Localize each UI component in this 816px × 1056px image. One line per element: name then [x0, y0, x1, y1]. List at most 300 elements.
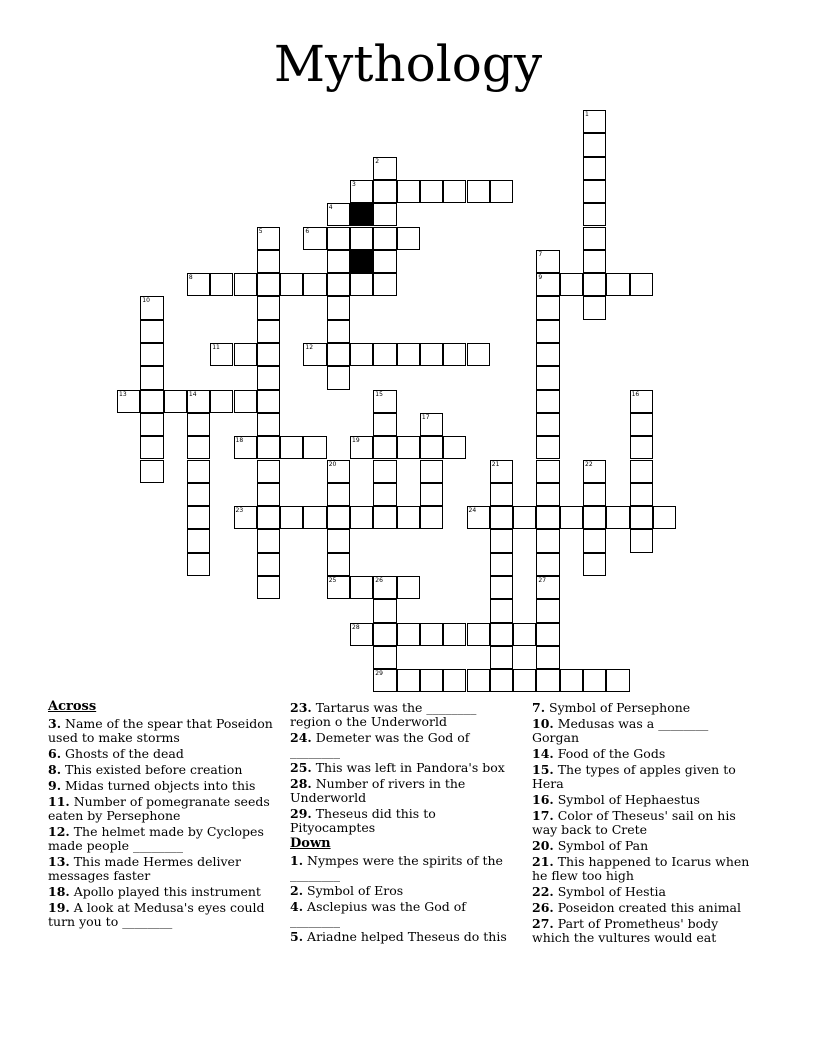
crossword-cell[interactable] [303, 227, 326, 250]
crossword-cell[interactable] [210, 273, 233, 296]
crossword-cell[interactable] [187, 460, 210, 483]
crossword-cell[interactable] [443, 623, 466, 646]
cell-number: 11 [212, 344, 220, 351]
crossword-cell[interactable] [536, 460, 559, 483]
crossword-cell[interactable] [327, 506, 350, 529]
cell-number: 7 [538, 250, 543, 258]
clue-item [290, 777, 515, 805]
crossword-cell[interactable] [257, 576, 280, 599]
crossword-cell[interactable] [350, 576, 373, 599]
clue-text: Part of Prometheus' body which the vultures would eat [532, 916, 719, 945]
crossword-cell[interactable] [373, 203, 396, 226]
crossword-cell[interactable] [373, 343, 396, 366]
crossword-cell[interactable] [490, 623, 513, 646]
cell-number: 22 [585, 460, 593, 468]
clue-text: This made Hermes deliver messages faster [48, 854, 241, 883]
cell-number: 23 [235, 507, 244, 515]
crossword-cell[interactable] [467, 343, 490, 366]
crossword-cell[interactable] [257, 296, 280, 319]
crossword-cell[interactable] [420, 483, 443, 506]
crossword-cell[interactable] [373, 180, 396, 203]
crossword-cell[interactable] [490, 576, 513, 599]
clue-item [532, 717, 757, 745]
clue-number: 28. [290, 776, 312, 791]
crossword-cell[interactable] [536, 250, 559, 273]
crossword-cell[interactable] [560, 506, 583, 529]
crossword-cell[interactable] [140, 366, 163, 389]
clue-number: 13. [48, 854, 70, 869]
crossword-cell[interactable] [630, 460, 653, 483]
crossword-cell[interactable] [583, 203, 606, 226]
crossword-cell[interactable] [536, 390, 559, 413]
crossword-cell[interactable] [490, 180, 513, 203]
clues-column-1 [48, 700, 273, 931]
crossword-cell[interactable] [630, 436, 653, 459]
clue-item [532, 901, 757, 915]
crossword-cell[interactable] [210, 343, 233, 366]
crossword-cell[interactable] [327, 343, 350, 366]
crossword-cell[interactable] [583, 529, 606, 552]
clue-number: 9. [48, 778, 62, 793]
cell-number: 27 [538, 577, 547, 584]
crossword-cell[interactable] [187, 413, 210, 436]
crossword-cell[interactable] [373, 506, 396, 529]
crossword-cell[interactable] [490, 599, 513, 622]
clue-number: 15. [532, 762, 554, 777]
crossword-cell[interactable] [373, 227, 396, 250]
crossword-cell[interactable] [583, 157, 606, 180]
clue-number: 23. [290, 700, 312, 715]
clue-item [532, 809, 757, 837]
crossword-cell[interactable] [583, 133, 606, 156]
crossword-cell[interactable] [490, 460, 513, 483]
clue-item [532, 839, 757, 853]
crossword-cell[interactable] [234, 343, 257, 366]
clue-text: Poseidon created this animal [553, 900, 741, 915]
crossword-cell[interactable] [350, 623, 373, 646]
crossword-cell[interactable] [373, 623, 396, 646]
crossword-cell[interactable] [140, 343, 163, 366]
crossword-cell[interactable] [257, 320, 280, 343]
crossword-cell[interactable] [606, 669, 629, 692]
clue-number: 2. [290, 883, 304, 898]
crossword-cell[interactable] [373, 483, 396, 506]
crossword-cell[interactable] [583, 227, 606, 250]
crossword-cell[interactable] [210, 390, 233, 413]
crossword-cell[interactable] [187, 483, 210, 506]
clue-text: Symbol of Persephone [545, 700, 691, 715]
crossword-cell[interactable] [536, 343, 559, 366]
cell-number: 20 [328, 460, 337, 468]
crossword-cell[interactable] [373, 599, 396, 622]
crossword-cell[interactable] [536, 576, 559, 599]
clue-number: 27. [532, 916, 554, 931]
clue-item [48, 763, 273, 777]
crossword-cell[interactable] [257, 390, 280, 413]
clues-column-2 [290, 700, 515, 946]
crossword-cell[interactable] [420, 669, 443, 692]
crossword-cell[interactable] [327, 227, 350, 250]
clue-number: 29. [290, 806, 312, 821]
crossword-cell[interactable] [327, 366, 350, 389]
crossword-cell[interactable] [303, 436, 326, 459]
crossword-cell[interactable] [513, 669, 536, 692]
crossword-cell[interactable] [560, 273, 583, 296]
crossword-cell[interactable] [140, 460, 163, 483]
crossword-cell[interactable] [140, 320, 163, 343]
clue-item [48, 855, 273, 883]
clue-text: Name of the spear that Poseidon used to make storms [48, 716, 273, 745]
crossword-cell[interactable] [467, 506, 490, 529]
crossword-cell[interactable] [583, 506, 606, 529]
crossword-cell[interactable] [490, 483, 513, 506]
crossword-cell[interactable] [327, 203, 350, 226]
clue-item [532, 763, 757, 791]
cell-number: 17 [421, 413, 430, 421]
crossword-cell[interactable] [443, 180, 466, 203]
clue-item [290, 884, 515, 898]
crossword-cell[interactable] [350, 506, 373, 529]
crossword-cell[interactable] [443, 436, 466, 459]
clue-text: Number of rivers in the Underworld [290, 776, 466, 805]
cell-number: 29 [375, 670, 383, 678]
clue-text: Midas turned objects into this [61, 778, 256, 793]
clue-number: 24. [290, 730, 312, 745]
crossword-cell[interactable] [630, 273, 653, 296]
cell-number: 25 [328, 577, 337, 584]
crossword-cell[interactable] [536, 623, 559, 646]
clue-number: 4. [290, 899, 304, 914]
crossword-cell[interactable] [187, 436, 210, 459]
clue-text: Ariadne helped Theseus do this [303, 929, 507, 944]
crossword-cell[interactable] [583, 460, 606, 483]
clue-text: The types of apples given to Hera [532, 762, 736, 791]
crossword-cell[interactable] [280, 273, 303, 296]
clue-text: Medusas was a ________ Gorgan [532, 716, 709, 745]
crossword-cell[interactable] [303, 343, 326, 366]
crossword-cell[interactable] [373, 273, 396, 296]
crossword-cell[interactable] [257, 250, 280, 273]
crossword-cell[interactable] [560, 669, 583, 692]
cell-number: 4 [328, 204, 333, 212]
crossword-cell[interactable] [117, 390, 140, 413]
crossword-cell[interactable] [350, 180, 373, 203]
cell-number: 24 [468, 507, 477, 515]
clue-item [48, 795, 273, 823]
clue-number: 21. [532, 854, 554, 869]
clue-number: 11. [48, 794, 70, 809]
crossword-cell[interactable] [420, 343, 443, 366]
cell-number: 13 [119, 390, 127, 398]
crossword-cell[interactable] [583, 483, 606, 506]
crossword-cell[interactable] [583, 110, 606, 133]
crossword-cell[interactable] [234, 390, 257, 413]
crossword-cell[interactable] [373, 390, 396, 413]
crossword-cell[interactable] [536, 646, 559, 669]
crossword-cell[interactable] [397, 669, 420, 692]
crossword-cell[interactable] [420, 506, 443, 529]
crossword-cell[interactable] [536, 436, 559, 459]
crossword-cell[interactable] [536, 320, 559, 343]
clue-number: 20. [532, 838, 554, 853]
clue-text: A look at Medusa's eyes could turn you to ________ [48, 900, 265, 929]
clue-number: 18. [48, 884, 70, 899]
crossword-cell[interactable] [257, 506, 280, 529]
crossword-cell[interactable] [327, 250, 350, 273]
crossword-cell[interactable] [397, 180, 420, 203]
crossword-cell[interactable] [536, 553, 559, 576]
crossword-cell[interactable] [490, 553, 513, 576]
crossword-cell[interactable] [490, 529, 513, 552]
crossword-cell[interactable] [373, 413, 396, 436]
crossword-cell[interactable] [536, 506, 559, 529]
crossword-cell[interactable] [397, 623, 420, 646]
clue-item [532, 885, 757, 899]
crossword-cell[interactable] [653, 506, 676, 529]
crossword-cell[interactable] [327, 296, 350, 319]
crossword-cell[interactable] [257, 413, 280, 436]
crossword-cell[interactable] [164, 390, 187, 413]
crossword-cell[interactable] [583, 273, 606, 296]
clue-text: This happened to Icarus when he flew too high [532, 854, 750, 883]
crossword-cell[interactable] [303, 273, 326, 296]
crossword-cell[interactable] [234, 436, 257, 459]
crossword-cell[interactable] [373, 576, 396, 599]
across-heading: Across [48, 699, 97, 714]
clue-item [290, 761, 515, 775]
crossword-cell[interactable] [350, 343, 373, 366]
crossword-cell[interactable] [606, 506, 629, 529]
clue-number: 22. [532, 884, 554, 899]
crossword-cell[interactable] [327, 483, 350, 506]
crossword-cell[interactable] [467, 180, 490, 203]
crossword-cell[interactable] [373, 460, 396, 483]
cell-number: 12 [305, 344, 314, 351]
crossword-cell[interactable] [257, 227, 280, 250]
crossword-cell[interactable] [630, 390, 653, 413]
cell-number: 6 [305, 227, 310, 235]
clue-text: Theseus did this to Pityocamptes [290, 806, 436, 835]
crossword-cell[interactable] [536, 273, 559, 296]
clue-number: 26. [532, 900, 554, 915]
crossword-cell[interactable] [630, 529, 653, 552]
clue-text: Apollo played this instrument [69, 884, 261, 899]
crossword-cell[interactable] [583, 669, 606, 692]
clue-text: Symbol of Eros [303, 883, 404, 898]
crossword-cell[interactable] [257, 483, 280, 506]
crossword-cell[interactable] [536, 413, 559, 436]
clue-item [290, 900, 515, 928]
crossword-cell[interactable] [420, 413, 443, 436]
clue-item [290, 807, 515, 835]
crossword-cell[interactable] [140, 436, 163, 459]
crossword-cell[interactable] [583, 296, 606, 319]
clue-text: Color of Theseus' sail on his way back to Crete [532, 808, 736, 837]
clue-number: 12. [48, 824, 70, 839]
crossword-cell[interactable] [490, 669, 513, 692]
crossword-cell[interactable] [513, 623, 536, 646]
crossword-cell[interactable] [490, 646, 513, 669]
crossword-cell[interactable] [187, 506, 210, 529]
crossword-cell[interactable] [536, 599, 559, 622]
clue-item [532, 917, 757, 945]
clue-item [290, 930, 515, 944]
crossword-cell[interactable] [630, 506, 653, 529]
crossword-cell[interactable] [583, 553, 606, 576]
crossword-cell[interactable] [420, 180, 443, 203]
cell-number: 26 [375, 577, 383, 584]
clue-text: Symbol of Pan [553, 838, 649, 853]
crossword-cell[interactable] [257, 553, 280, 576]
crossword-cell[interactable] [513, 506, 536, 529]
clue-number: 8. [48, 762, 62, 777]
crossword-cell[interactable] [420, 623, 443, 646]
crossword-cell[interactable] [420, 436, 443, 459]
clue-item [290, 701, 515, 729]
clue-item [532, 747, 757, 761]
crossword-cell[interactable] [327, 320, 350, 343]
clue-text: Symbol of Hestia [553, 884, 667, 899]
clue-number: 7. [532, 700, 546, 715]
crossword-cell[interactable] [536, 483, 559, 506]
clue-text: Demeter was the God of ________ [290, 730, 470, 759]
clue-item [532, 855, 757, 883]
clue-item [48, 885, 273, 899]
crossword-cell[interactable] [257, 436, 280, 459]
crossword-cell[interactable] [536, 529, 559, 552]
crossword-cell[interactable] [280, 436, 303, 459]
crossword-cell[interactable] [280, 506, 303, 529]
clue-item [48, 779, 273, 793]
crossword-cell[interactable] [373, 669, 396, 692]
crossword-cell[interactable] [583, 250, 606, 273]
crossword-cell[interactable] [630, 413, 653, 436]
crossword-block [350, 203, 373, 226]
crossword-cell[interactable] [327, 576, 350, 599]
crossword-cell[interactable] [536, 669, 559, 692]
crossword-block [350, 250, 373, 273]
crossword-cell[interactable] [606, 273, 629, 296]
crossword-cell[interactable] [397, 227, 420, 250]
page-title: Mythology [273, 35, 543, 93]
clue-number: 3. [48, 716, 62, 731]
clue-item [532, 701, 757, 715]
clue-number: 25. [290, 760, 312, 775]
clue-number: 10. [532, 716, 554, 731]
clue-number: 16. [532, 792, 554, 807]
cell-number: 15 [375, 390, 383, 398]
clue-item [290, 854, 515, 882]
clue-text: This was left in Pandora's box [311, 760, 505, 775]
crossword-cell[interactable] [350, 273, 373, 296]
clue-text: Tartarus was the ________ region o the Underworld [290, 700, 477, 729]
clue-text: This existed before creation [61, 762, 243, 777]
clue-text: Symbol of Hephaestus [553, 792, 700, 807]
crossword-cell[interactable] [187, 553, 210, 576]
crossword-cell[interactable] [397, 506, 420, 529]
clue-number: 6. [48, 746, 62, 761]
clue-item [48, 717, 273, 745]
clue-text: Food of the Gods [553, 746, 666, 761]
clue-text: Ghosts of the dead [61, 746, 184, 761]
crossword-cell[interactable] [490, 506, 513, 529]
crossword-cell[interactable] [397, 436, 420, 459]
crossword-cell[interactable] [187, 390, 210, 413]
crossword-cell[interactable] [536, 296, 559, 319]
crossword-cell[interactable] [187, 273, 210, 296]
crossword-cell[interactable] [140, 390, 163, 413]
crossword-cell[interactable] [443, 343, 466, 366]
clue-item [48, 747, 273, 761]
cell-number: 14 [188, 390, 197, 398]
cell-number: 9 [538, 274, 543, 282]
cell-number: 16 [631, 390, 640, 398]
crossword-cell[interactable] [257, 529, 280, 552]
clue-text: Asclepius was the God of ________ [290, 899, 466, 928]
crossword-cell[interactable] [467, 623, 490, 646]
clue-number: 1. [290, 853, 304, 868]
cell-number: 5 [258, 227, 263, 235]
crossword-cell[interactable] [373, 646, 396, 669]
clue-number: 5. [290, 929, 304, 944]
crossword-cell[interactable] [257, 273, 280, 296]
clue-item [290, 731, 515, 759]
crossword-cell[interactable] [257, 460, 280, 483]
crossword-cell[interactable] [536, 366, 559, 389]
crossword-cell[interactable] [327, 273, 350, 296]
clue-item [48, 825, 273, 853]
crossword-cell[interactable] [350, 436, 373, 459]
cell-number: 28 [352, 623, 360, 631]
crossword-cell[interactable] [583, 180, 606, 203]
crossword-cell[interactable] [373, 436, 396, 459]
crossword-cell[interactable] [373, 250, 396, 273]
crossword-cell[interactable] [327, 553, 350, 576]
crossword-cell[interactable] [420, 460, 443, 483]
crossword-cell[interactable] [234, 273, 257, 296]
crossword-cell[interactable] [373, 157, 396, 180]
clue-number: 17. [532, 808, 554, 823]
crossword-cell[interactable] [140, 413, 163, 436]
crossword-cell[interactable] [397, 576, 420, 599]
crossword-cell[interactable] [467, 669, 490, 692]
cell-number: 1 [585, 111, 589, 118]
crossword-cell[interactable] [397, 343, 420, 366]
cell-number: 18 [235, 437, 244, 445]
crossword-cell[interactable] [443, 669, 466, 692]
crossword-cell[interactable] [140, 296, 163, 319]
clue-text: The helmet made by Cyclopes made people ________ [48, 824, 264, 853]
crossword-cell[interactable] [234, 506, 257, 529]
clue-item [532, 793, 757, 807]
cell-number: 3 [352, 180, 356, 188]
crossword-cell[interactable] [303, 506, 326, 529]
cell-number: 21 [491, 460, 500, 468]
cell-number: 8 [188, 274, 193, 282]
crossword-cell[interactable] [327, 529, 350, 552]
crossword-cell[interactable] [257, 366, 280, 389]
down-heading: Down [290, 836, 331, 851]
clue-text: Number of pomegranate seeds eaten by Persephone [48, 794, 270, 823]
cell-number: 2 [375, 157, 380, 165]
crossword-cell[interactable] [187, 529, 210, 552]
crossword-cell[interactable] [327, 460, 350, 483]
crossword-cell[interactable] [350, 227, 373, 250]
clue-number: 19. [48, 900, 70, 915]
crossword-cell[interactable] [257, 343, 280, 366]
cell-number: 10 [142, 297, 150, 305]
crossword-cell[interactable] [630, 483, 653, 506]
